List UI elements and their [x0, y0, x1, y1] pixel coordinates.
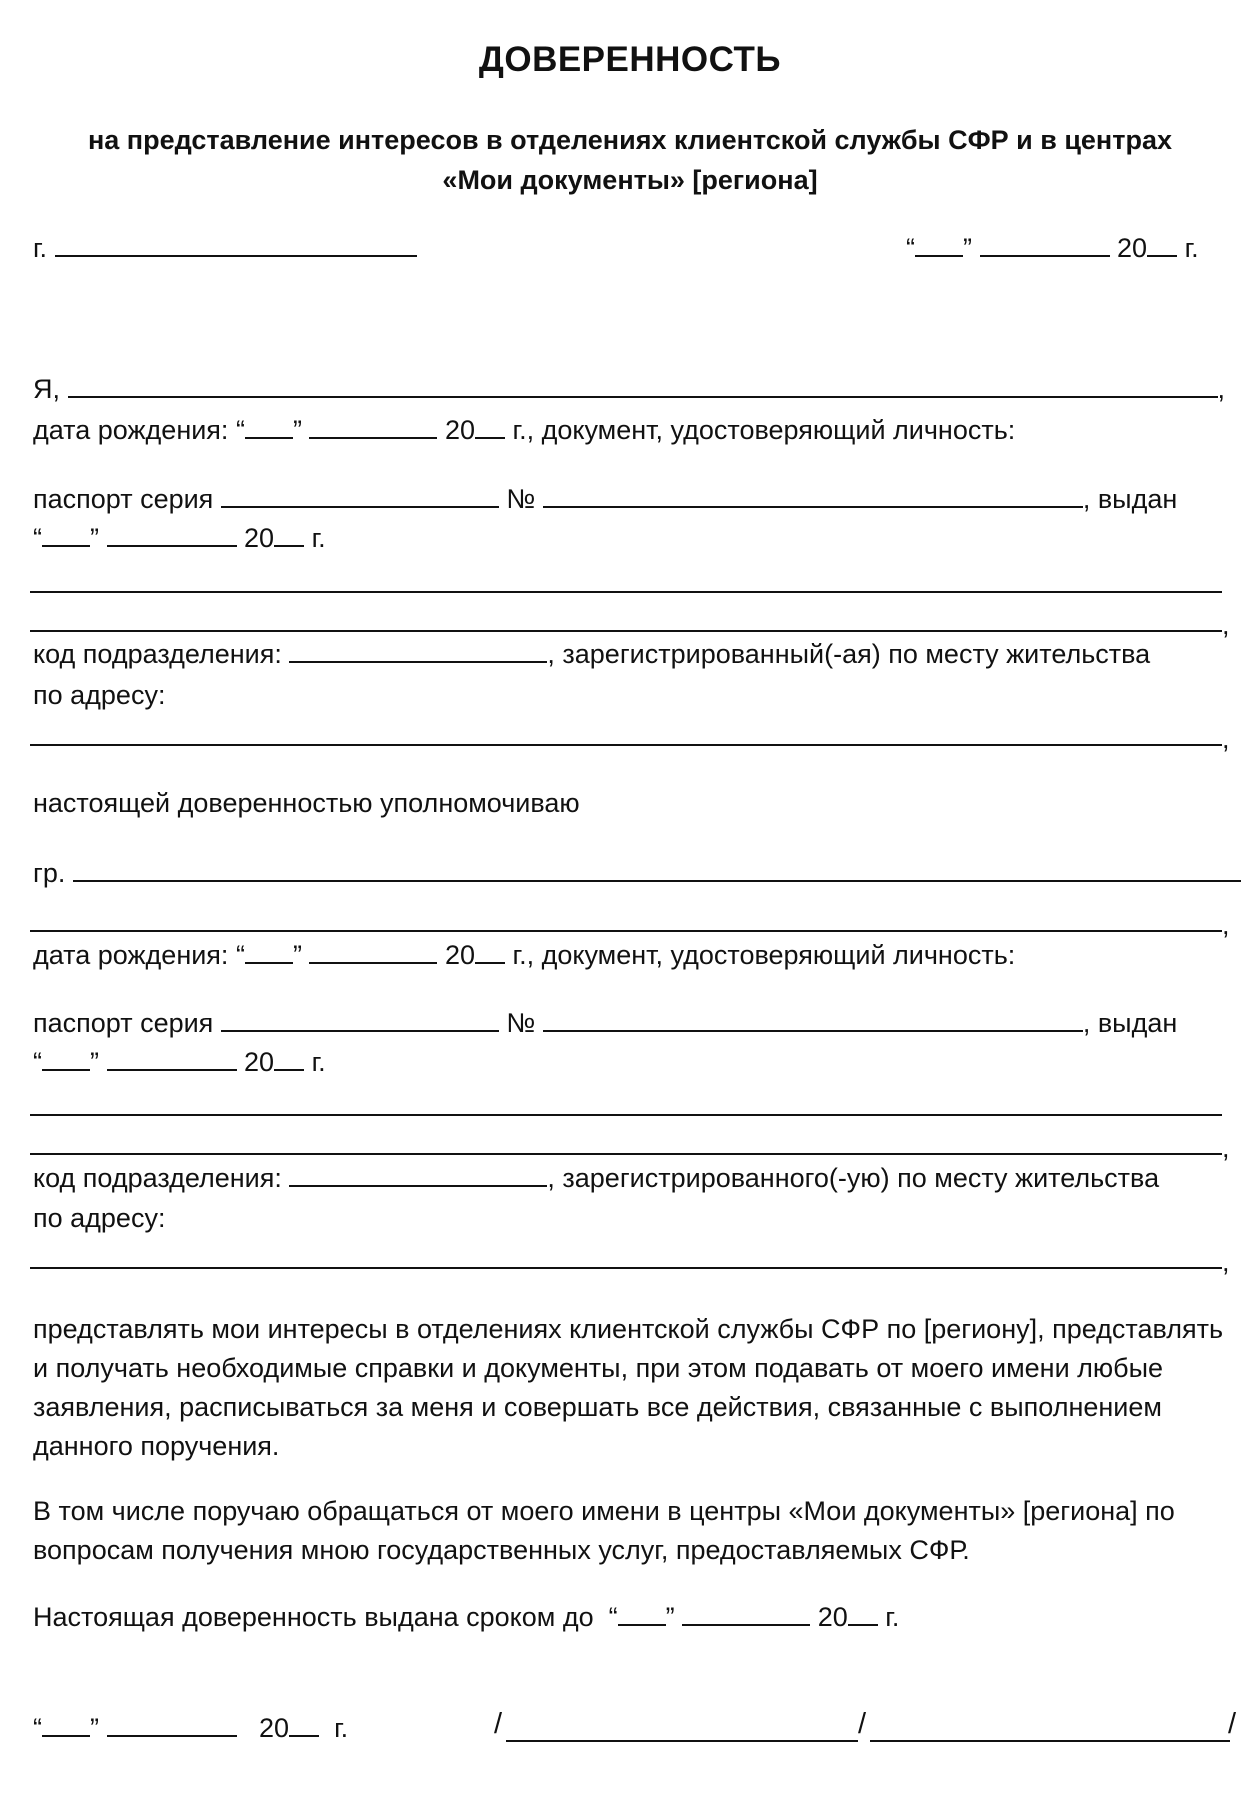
powers-paragraph: представлять мои интересы в отделениях клиентской службы СФР по [региону], представлять и получать необходимые справки и документы, при этом подавать от моего имени любые заявления, расписываться за меня и совершать все действия, связанные с выполнением данного поручения. — [33, 1314, 1224, 1461]
representative-issue-year-field[interactable] — [274, 1047, 304, 1071]
document-month-field[interactable] — [980, 233, 1110, 257]
signature-year-field[interactable] — [289, 1713, 319, 1737]
representative-issue-date-line: “ ” 20 г. — [33, 1047, 326, 1077]
subtitle-line-2: «Мои документы» [региона] — [442, 165, 818, 195]
signature-slash-3: / — [1228, 1708, 1237, 1740]
validity-line: Настоящая доверенность выдана сроком до “ ” 20 г. — [33, 1602, 900, 1632]
representative-passport-line: паспорт серия № , выдан — [33, 1008, 1178, 1038]
city-prefix: г. — [33, 233, 48, 263]
address-comma-2: , — [1222, 1247, 1230, 1277]
principal-birth-month-field[interactable] — [309, 415, 437, 439]
representative-issue-month-field[interactable] — [107, 1047, 237, 1071]
document-subtitle — [30, 120, 1230, 200]
issuer-comma-1: , — [1222, 610, 1230, 640]
principal-birth-day-field[interactable] — [245, 415, 293, 439]
principal-issue-date-line: “ ” 20 г. — [33, 523, 326, 553]
principal-dept-code-line: код подразделения: , зарегистрированный(-ая) по месту жительства — [33, 639, 1151, 669]
representative-birth-year-field[interactable] — [475, 940, 505, 964]
address-comma-1: , — [1222, 724, 1230, 754]
principal-birth-line: дата рождения: “ ” 20 г., документ, удостоверяющий личность: — [33, 415, 1016, 445]
representative-address-field[interactable] — [30, 1267, 1222, 1269]
representative-birth-month-field[interactable] — [309, 940, 437, 964]
representative-address-label: по адресу: — [33, 1203, 166, 1233]
issuer-comma-2: , — [1222, 1133, 1230, 1163]
principal-name-field[interactable] — [68, 374, 1218, 398]
principal-address-field[interactable] — [30, 744, 1222, 746]
representative-line — [33, 856, 1241, 890]
citizen-prefix: гр. — [33, 858, 66, 888]
representative-issue-day-field[interactable] — [42, 1047, 90, 1071]
validity-year-field[interactable] — [848, 1602, 878, 1626]
representative-passport-number-field[interactable] — [543, 1008, 1083, 1032]
principal-issue-month-field[interactable] — [107, 523, 237, 547]
signature-month-field[interactable] — [107, 1713, 237, 1737]
principal-issue-year-field[interactable] — [274, 523, 304, 547]
signature-slash-2: / — [858, 1708, 867, 1740]
representative-issuer-field-2[interactable] — [30, 1153, 1222, 1155]
signature-name-field[interactable] — [870, 1740, 1230, 1742]
signature-slash-1: / — [494, 1708, 503, 1740]
centers-paragraph: В том числе поручаю обращаться от моего имени в центры «Мои документы» [региона] по вопросам получения мною государственных услуг, предоставляемых СФР. — [33, 1496, 1175, 1565]
principal-prefix: Я, — [33, 374, 60, 404]
signature-field[interactable] — [506, 1740, 858, 1742]
validity-month-field[interactable] — [682, 1602, 810, 1626]
city-field[interactable] — [55, 233, 417, 257]
principal-issuer-field-2[interactable] — [30, 630, 1222, 632]
representative-name-field-2[interactable] — [30, 930, 1222, 932]
document-year-field[interactable] — [1147, 233, 1177, 257]
representative-birth-day-field[interactable] — [245, 940, 293, 964]
principal-dept-code-field[interactable] — [289, 639, 547, 663]
signature-date-line: “ ” 20 г. — [33, 1713, 349, 1743]
principal-issue-day-field[interactable] — [42, 523, 90, 547]
document-date-line: “ ” 20 г. — [906, 233, 1199, 263]
representative-issuer-field-1[interactable] — [30, 1114, 1222, 1116]
principal-passport-series-field[interactable] — [221, 484, 499, 508]
principal-passport-number-field[interactable] — [543, 484, 1083, 508]
city-line — [33, 231, 417, 265]
principal-address-label: по адресу: — [33, 680, 166, 710]
document-day-field[interactable] — [915, 233, 963, 257]
representative-birth-line: дата рождения: “ ” 20 г., документ, удостоверяющий личность: — [33, 940, 1016, 970]
principal-line: Я, , — [33, 374, 1226, 404]
representative-dept-code-line: код подразделения: , зарегистрированного(-ую) по месту жительства — [33, 1163, 1160, 1193]
principal-birth-year-field[interactable] — [475, 415, 505, 439]
signature-day-field[interactable] — [42, 1713, 90, 1737]
representative-name-field[interactable] — [73, 858, 1241, 882]
validity-day-field[interactable] — [618, 1602, 666, 1626]
document-title: ДОВЕРЕННОСТЬ — [478, 40, 782, 79]
principal-issuer-field-1[interactable] — [30, 591, 1222, 593]
subtitle-line-1: на представление интересов в отделениях клиентской службы СФР и в центрах — [87, 125, 1172, 155]
authorize-text: настоящей доверенностью уполномочиваю — [33, 788, 580, 818]
principal-passport-line: паспорт серия № , выдан — [33, 484, 1178, 514]
representative-passport-series-field[interactable] — [221, 1008, 499, 1032]
representative-dept-code-field[interactable] — [289, 1163, 547, 1187]
representative-comma: , — [1222, 910, 1230, 940]
